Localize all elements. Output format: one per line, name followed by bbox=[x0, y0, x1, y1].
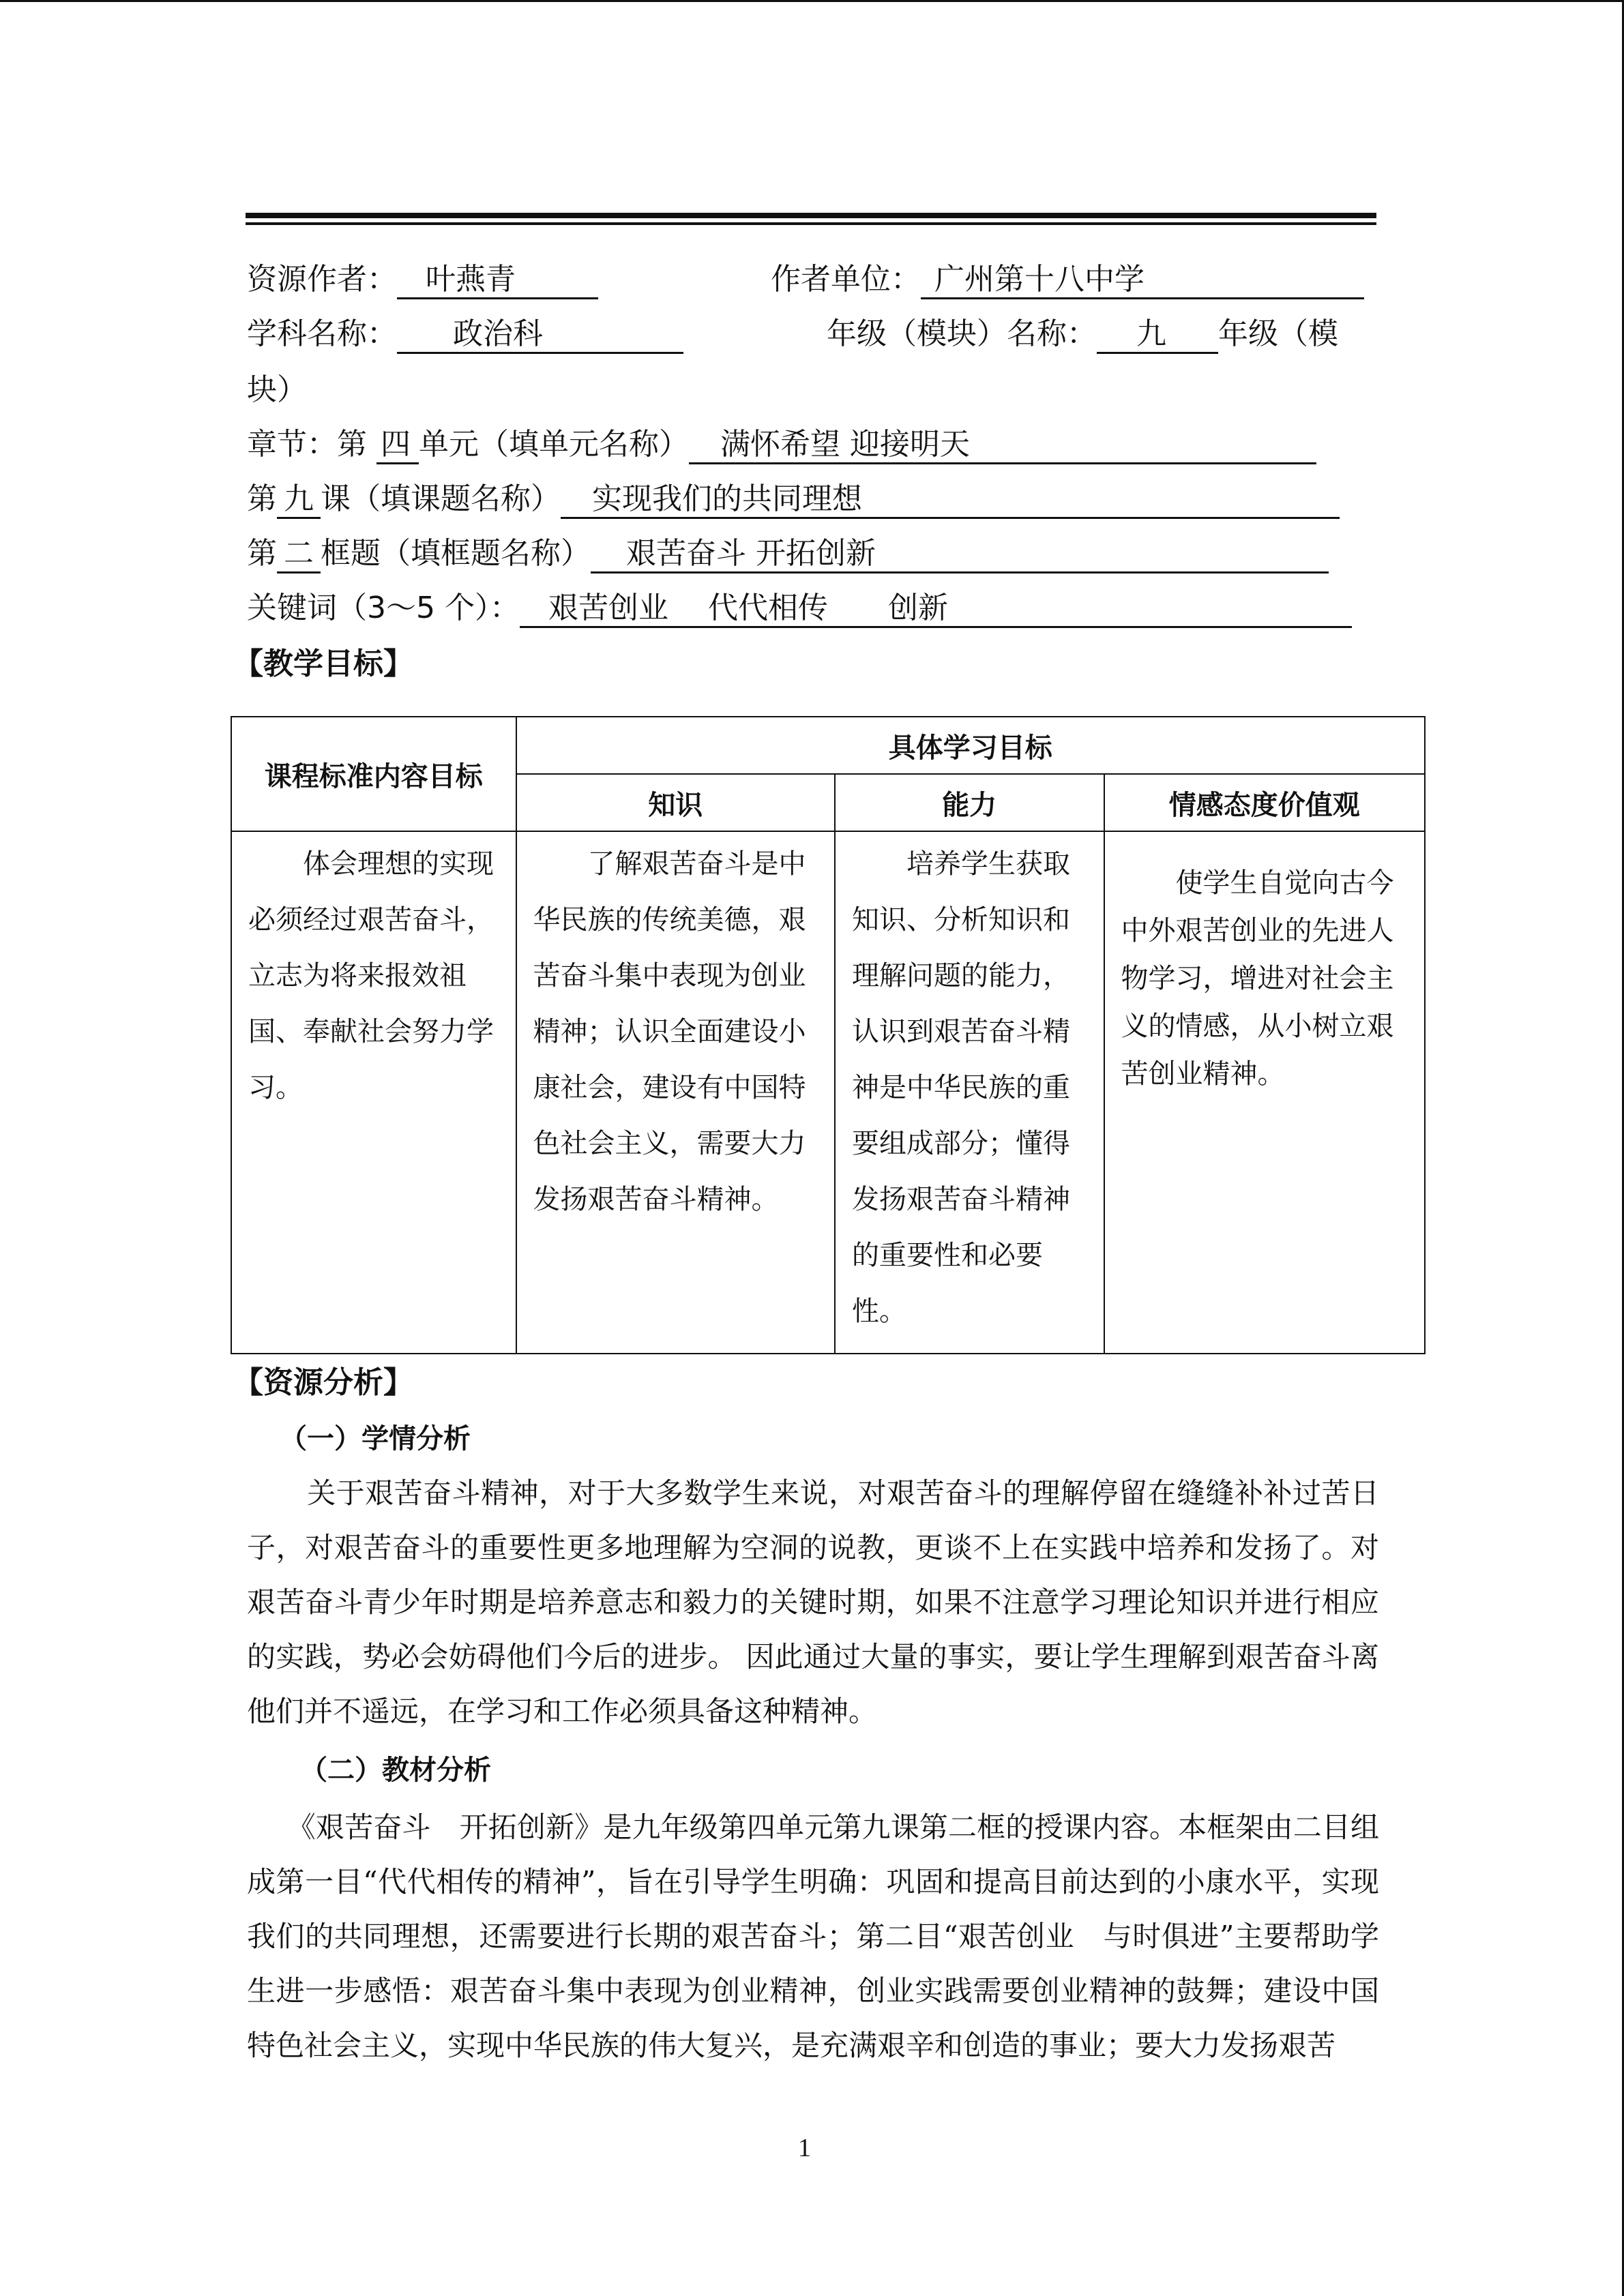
page-number: 1 bbox=[798, 2134, 811, 2162]
author-label: 资源作者： bbox=[247, 262, 397, 297]
lesson-name: 实现我们的共同理想 bbox=[561, 481, 1340, 519]
author-line bbox=[247, 259, 598, 300]
chapter-line bbox=[247, 424, 1316, 465]
lesson-line bbox=[247, 479, 1340, 520]
standard-text: 体会理想的实现必须经过艰苦奋斗，立志为将来报效祖国、奉献社会努力学习。 bbox=[248, 848, 494, 1103]
keywords-label: 关键词（3～5 个）： bbox=[247, 591, 520, 625]
col-standard: 课程标准内容目标 bbox=[231, 717, 516, 831]
lesson-prefix: 第 bbox=[247, 481, 277, 516]
goals-heading: 【教学目标】 bbox=[233, 646, 413, 681]
unit-label: 单元（填单元名称） bbox=[419, 427, 689, 462]
standard-cell bbox=[231, 831, 516, 1354]
grade-label: 年级（模块）名称： bbox=[827, 316, 1097, 351]
frame-prefix: 第 bbox=[247, 536, 277, 571]
org-value: 广州第十八中学 bbox=[921, 262, 1364, 299]
keywords-value: 艰苦创业 代代相传 创新 bbox=[520, 591, 1352, 628]
col-values: 情感态度价值观 bbox=[1104, 774, 1425, 831]
frame-number: 二 bbox=[277, 536, 321, 573]
grade-suffix: 年级（模 bbox=[1218, 316, 1338, 351]
goals-body-row bbox=[231, 831, 1425, 1354]
analysis-para2-text: 《艰苦奋斗 开拓创新》是九年级第四单元第九课第二框的授课内容。本框架由二目组成第一目“代代相传的精神”，旨在引导学生明确：巩固和提高目前达到的小康水平，实现我们的共同理想，还需要进行长期的艰苦奋斗；第二目“艰苦创业 与时俱进”主要帮助学生进一步感悟：艰苦奋斗集中表现为创业精神，创业实践需要创业精神的鼓舞；建设中国特色社会主义，实现中华民族的伟大复兴，是充满艰辛和创造的事业；要大力发扬艰苦 bbox=[247, 1810, 1379, 2062]
analysis-heading: 【资源分析】 bbox=[233, 1365, 413, 1400]
keywords-line bbox=[247, 588, 1352, 629]
grade-value: 九 bbox=[1097, 316, 1218, 354]
unit-number: 四 bbox=[377, 427, 419, 464]
subject-value: 政治科 bbox=[397, 316, 683, 354]
lesson-number: 九 bbox=[277, 481, 321, 519]
analysis-sub2: （二）教材分析 bbox=[300, 1755, 491, 1786]
subject-label: 学科名称： bbox=[247, 316, 397, 351]
goals-header-row-1 bbox=[231, 717, 1425, 774]
grade-suffix-line bbox=[247, 370, 307, 411]
grade-suffix2: 块） bbox=[247, 372, 307, 407]
ability-cell bbox=[835, 831, 1104, 1354]
knowledge-cell bbox=[516, 831, 835, 1354]
subject-line bbox=[247, 314, 683, 355]
col-knowledge: 知识 bbox=[516, 774, 835, 831]
frame-label: 框题（填框题名称） bbox=[321, 536, 591, 571]
analysis-sub1: （一）学情分析 bbox=[280, 1423, 471, 1455]
ability-text: 培养学生获取知识、分析知识和理解问题的能力，认识到艰苦奋斗精神是中华民族的重要组成部分；懂得发扬艰苦奋斗精神的重要性和必要性。 bbox=[851, 848, 1070, 1327]
knowledge-text: 了解艰苦奋斗是中华民族的传统美德，艰苦奋斗集中表现为创业精神；认识全面建设小康社会，建设有中国特色社会主义，需要大力发扬艰苦奋斗精神。 bbox=[533, 848, 806, 1215]
org-label: 作者单位： bbox=[771, 262, 921, 297]
analysis-para2 bbox=[247, 1800, 1379, 2073]
header-rule-thick bbox=[246, 213, 1376, 218]
frame-name: 艰苦奋斗 开拓创新 bbox=[591, 536, 1329, 573]
values-cell bbox=[1104, 831, 1425, 1354]
unit-name: 满怀希望 迎接明天 bbox=[689, 427, 1316, 464]
page-border-top bbox=[0, 0, 1624, 2]
grade-line bbox=[827, 314, 1338, 355]
col-specific: 具体学习目标 bbox=[516, 717, 1425, 774]
frame-line bbox=[247, 533, 1329, 574]
values-text: 使学生自觉向古今中外艰苦创业的先进人物学习，增进对社会主义的情感，从小树立艰苦创业精神。 bbox=[1121, 867, 1394, 1090]
chapter-label: 章节：第 bbox=[247, 427, 367, 462]
goals-table bbox=[231, 716, 1426, 1354]
lesson-label: 课（填课题名称） bbox=[321, 481, 561, 516]
header-rule-thin bbox=[246, 222, 1376, 225]
analysis-para1-text: 关于艰苦奋斗精神，对于大多数学生来说，对艰苦奋斗的理解停留在缝缝补补过苦日子，对艰苦奋斗的重要性更多地理解为空洞的说教，更谈不上在实践中培养和发扬了。对艰苦奋斗青少年时期是培养意志和毅力的关键时期，如果不注意学习理论知识并进行相应的实践，势必会妨碍他们今后的进步。 因此通过大量的事实，要让学生理解到艰苦奋斗离他们并不遥远，在学习和工作必须具备这种精神。 bbox=[247, 1476, 1379, 1728]
author-value: 叶燕青 bbox=[397, 262, 598, 299]
analysis-para1 bbox=[247, 1466, 1379, 1739]
col-ability: 能力 bbox=[835, 774, 1104, 831]
org-line bbox=[771, 259, 1364, 300]
